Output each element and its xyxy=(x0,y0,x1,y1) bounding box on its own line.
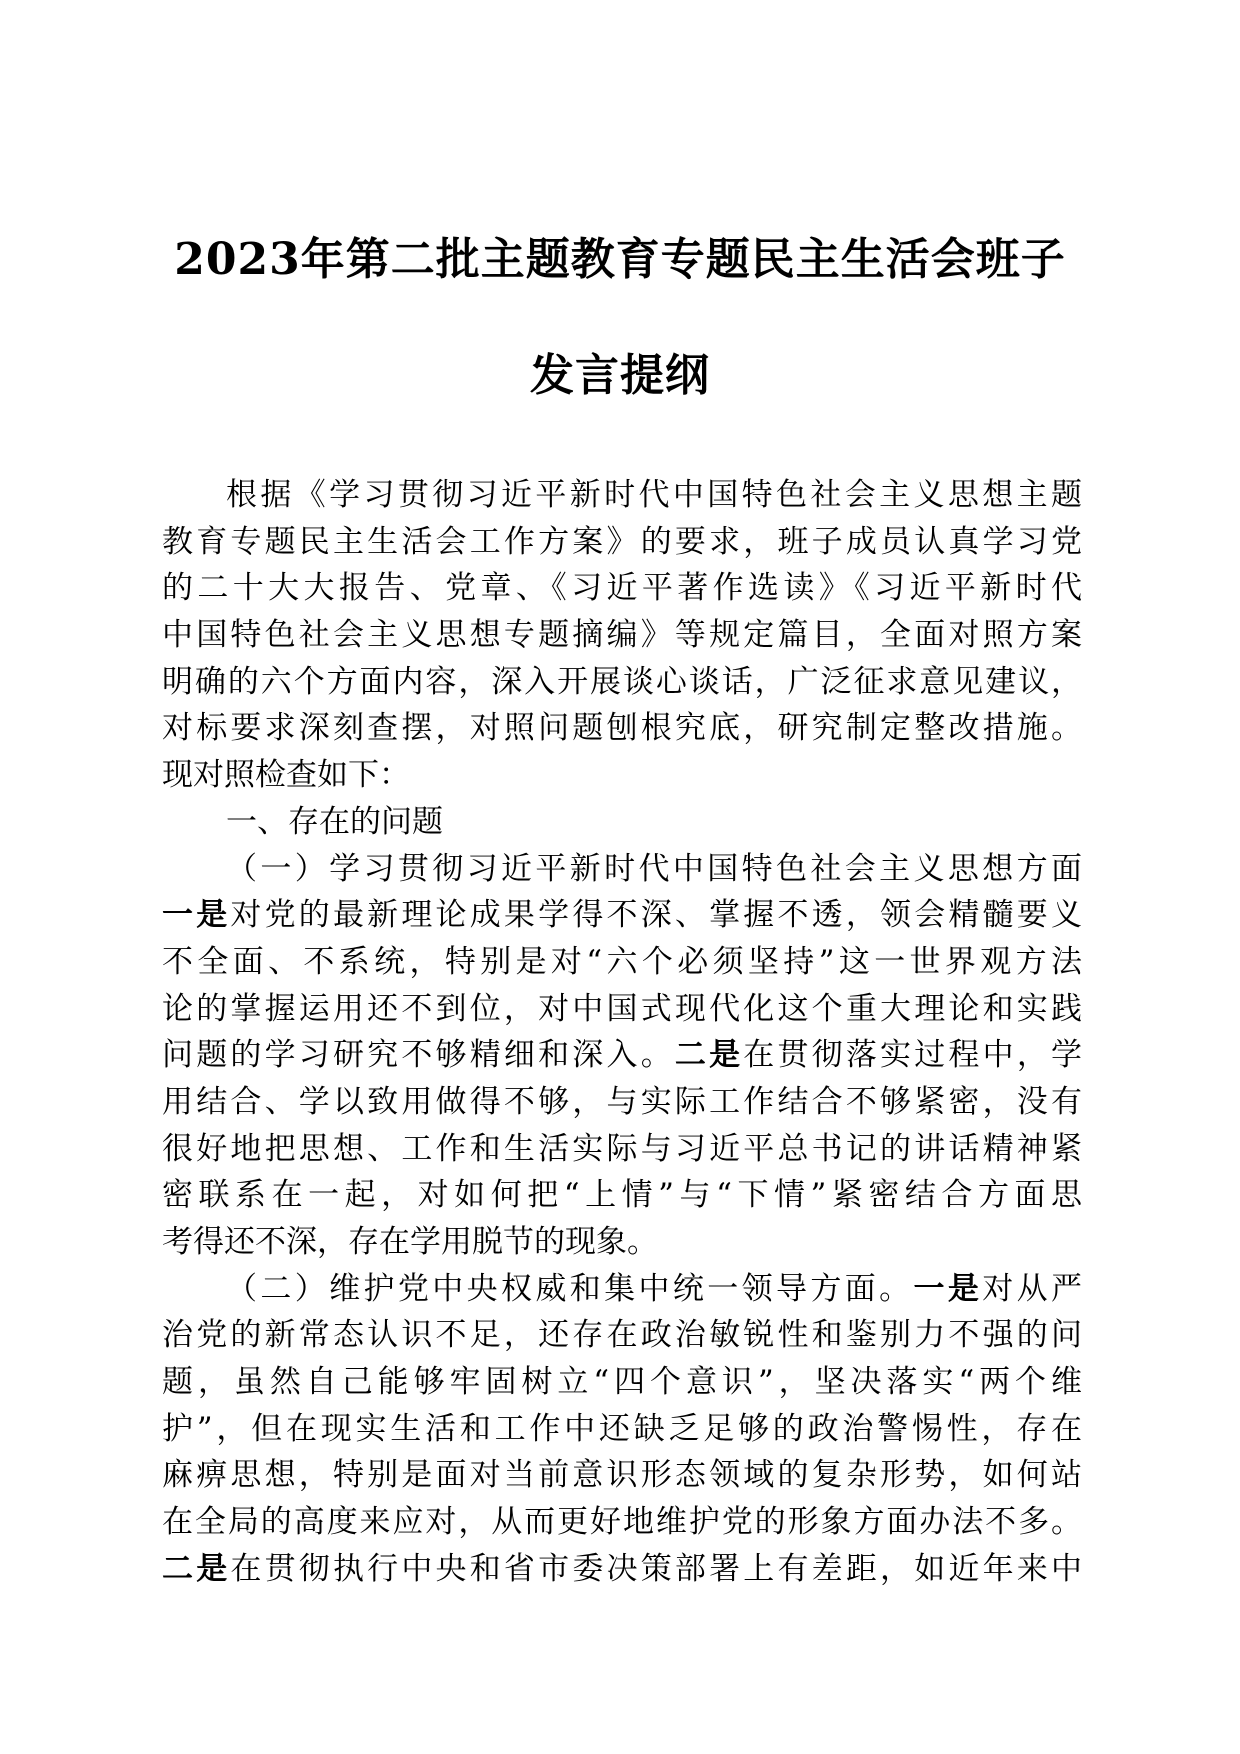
sub1-line xyxy=(162,1032,1082,1079)
intro-line: 对标要求深刻查摆，对照问题刨根究底，研究制定整改措施。 xyxy=(162,710,1082,747)
intro-line: 根据《学习贯彻习近平新时代中国特色社会主义思想主题 xyxy=(226,477,1082,513)
intro-line: 明确的六个方面内容，深入开展谈心谈话，广泛征求意见建议， xyxy=(162,663,1082,700)
document-body xyxy=(162,472,1082,1593)
subsection-heading-2: （二）维护党中央权威和集中统一领导方面。 xyxy=(226,1270,914,1307)
point-text: 对从严 xyxy=(982,1270,1082,1307)
sub1-line: 不全面、不系统，特别是对“六个必须坚持”这一世界观方法 xyxy=(162,943,1082,980)
sub2-line: 麻痹思想，特别是面对当前意识形态领域的复杂形势，如何站 xyxy=(162,1457,1082,1494)
sub1-line: 论的掌握运用还不到位，对中国式现代化这个重大理论和实践 xyxy=(162,990,1082,1027)
sub1-line: 用结合、学以致用做得不够，与实际工作结合不够紧密，没有 xyxy=(162,1083,1082,1120)
subsection-heading-1: （一）学习贯彻习近平新时代中国特色社会主义思想方面 xyxy=(226,850,1082,887)
sub2-line: 题，虽然自己能够牢固树立“四个意识”，坚决落实“两个维 xyxy=(162,1364,1082,1401)
sub1-line: 考得还不深，存在学用脱节的现象。 xyxy=(162,1224,658,1260)
intro-line: 中国特色社会主义思想专题摘编》等规定篇目，全面对照方案 xyxy=(162,617,1082,654)
point-label: 二是 xyxy=(162,1550,231,1587)
point-text: 在贯彻落实过程中，学 xyxy=(743,1037,1083,1074)
intro-line: 的二十大大报告、党章、《习近平著作选读》《习近平新时代 xyxy=(162,570,1082,607)
point-text: 对党的最新理论成果学得不深、掌握不透，领会精髓要义 xyxy=(230,897,1083,934)
section-heading: 一、存在的问题 xyxy=(226,803,443,840)
sub1-line xyxy=(162,892,1082,939)
sub1-line: 很好地把思想、工作和生活实际与习近平总书记的讲话精神紧 xyxy=(162,1130,1082,1167)
sub2-line: 在全局的高度来应对，从而更好地维护党的形象方面办法不多。 xyxy=(162,1504,1082,1541)
document-title-line-2: 发言提纲 xyxy=(530,350,710,401)
point-label: 二是 xyxy=(674,1037,744,1074)
subsection-heading-2-line xyxy=(162,1266,1082,1313)
document-title-line-1: 2023年第二批主题教育专题民主生活会班子 xyxy=(174,234,1066,285)
intro-line: 教育专题民主生活会工作方案》的要求，班子成员认真学习党 xyxy=(162,523,1082,560)
intro-line: 现对照检查如下： xyxy=(162,757,410,794)
point-text: 在贯彻执行中央和省市委决策部署上有差距，如近年来中 xyxy=(230,1550,1083,1587)
sub2-line xyxy=(162,1546,1082,1593)
point-text: 问题的学习研究不够精细和深入。 xyxy=(162,1037,675,1074)
point-label: 一是 xyxy=(913,1270,983,1307)
sub2-line: 护”，但在现实生活和工作中还缺乏足够的政治警惕性，存在 xyxy=(162,1410,1082,1447)
sub2-line: 治党的新常态认识不足，还存在政治敏锐性和鉴别力不强的问 xyxy=(162,1317,1082,1354)
point-label: 一是 xyxy=(162,897,231,934)
sub1-line: 密联系在一起，对如何把“上情”与“下情”紧密结合方面思 xyxy=(162,1177,1082,1214)
